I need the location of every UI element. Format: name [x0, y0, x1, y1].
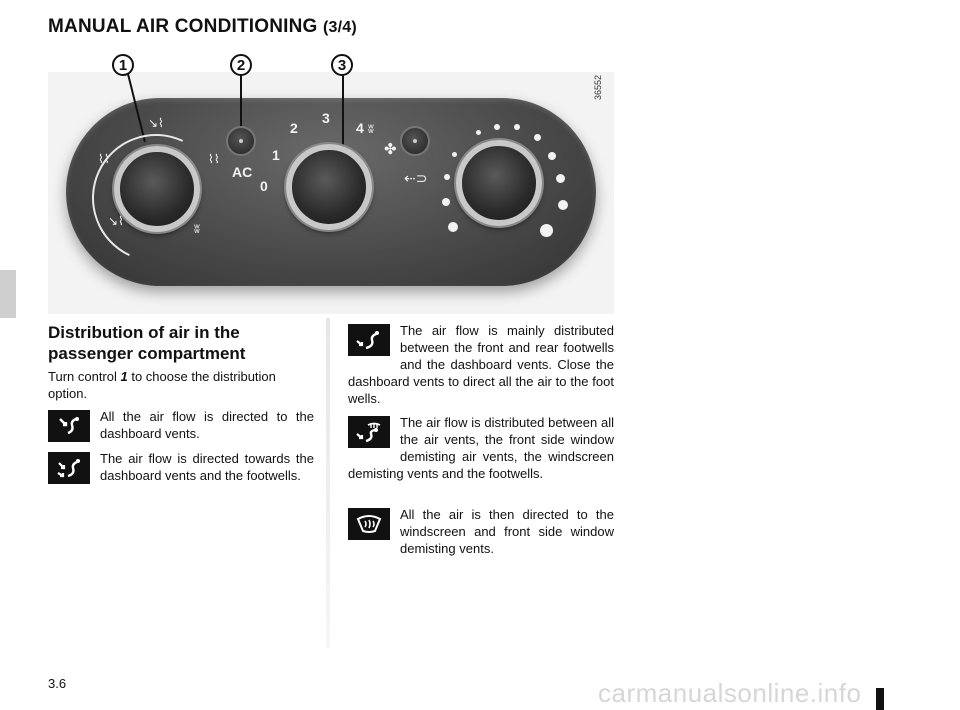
page-title-text: MANUAL AIR CONDITIONING: [48, 16, 318, 37]
demist-small-icon: ʬ: [368, 122, 374, 136]
distribution-entry-dashboard-footwells: [48, 450, 314, 486]
dashboard-footwells-icon: [48, 452, 90, 484]
distribution-entry-all-vents: [348, 414, 614, 482]
intro-control-number: 1: [120, 369, 128, 384]
section-intro: [48, 368, 314, 402]
distribution-entry-dashboard: [48, 408, 314, 444]
temp-dot: [476, 130, 481, 135]
fan-icon: ✤: [384, 141, 397, 158]
ac-button[interactable]: [226, 126, 256, 156]
chapter-tab: [0, 270, 16, 318]
temp-dot: [514, 124, 520, 130]
dashboard-footwells-small-icon: ⌇⌇: [98, 152, 110, 166]
callout-line-2: [240, 74, 242, 130]
speed-1-label: 1: [272, 147, 280, 163]
temp-dot: [558, 200, 568, 210]
entry-text: All the air is then directed to the windscreen and front side window demisting vents.: [400, 507, 614, 556]
fan-speed-knob[interactable]: [286, 144, 372, 230]
figure-code: 36552: [593, 74, 603, 100]
temperature-knob[interactable]: [456, 140, 542, 226]
recirculation-button[interactable]: [400, 126, 430, 156]
temp-dot: [452, 152, 457, 157]
ac-label: AC: [232, 164, 253, 180]
page-title: [48, 16, 357, 38]
temp-dot: [540, 224, 553, 237]
temp-dot: [444, 174, 450, 180]
entry-text: The air flow is mainly distributed between the front and rear footwells and the dashboard vents. Close the dashboard vents to direct all the air to the foot wells.: [348, 323, 614, 406]
speed-3-label: 3: [322, 110, 330, 126]
entry-text: The air flow is distributed between all the air vents, the front side window demisting air vents, the windscreen demisting vents and the footwells.: [348, 415, 614, 481]
intro-text: Turn control: [48, 369, 121, 384]
speed-2-label: 2: [290, 120, 298, 136]
callout-1: 1: [112, 54, 134, 76]
temp-dot: [556, 174, 565, 183]
front-rear-footwells-icon: [348, 324, 390, 356]
distribution-entry-footwells: [348, 322, 614, 407]
temp-dot: [442, 198, 450, 206]
temp-dot: [548, 152, 556, 160]
section-heading: Distribution of air in the passenger compartment: [48, 323, 246, 363]
page-number: 3.6: [48, 676, 67, 691]
recirculation-icon: ⇠⊃: [404, 170, 428, 186]
entry-text: All the air flow is directed to the dashboard vents.: [100, 409, 314, 441]
temp-dot: [534, 134, 541, 141]
dashboard-vents-small-icon: ↘⌇: [148, 116, 164, 130]
intro-text: to choose the distribution option.: [48, 369, 276, 401]
footer-mark: [876, 688, 884, 710]
speed-4-label: 4: [356, 120, 364, 136]
watermark: carmanualsonline.info: [598, 678, 862, 708]
windscreen-small-icon: ʬ: [194, 222, 200, 236]
column-divider: [326, 318, 330, 648]
callout-3: 3: [331, 54, 353, 76]
temp-dot: [494, 124, 500, 130]
all-vents-demist-icon: [348, 416, 390, 448]
control-panel-figure: [48, 44, 614, 314]
distribution-entry-windscreen: [348, 506, 614, 557]
temp-dot: [448, 222, 458, 232]
dashboard-vents-icon: [48, 410, 90, 442]
entry-text: The air flow is directed towards the dashboard vents and the footwells.: [100, 451, 314, 483]
front-rear-footwells-small-icon: ↘⌇: [108, 214, 124, 228]
callout-2: 2: [230, 54, 252, 76]
page-title-part: (3/4): [323, 19, 357, 36]
windscreen-demist-icon: [348, 508, 390, 540]
distribution-control-knob[interactable]: [114, 146, 200, 232]
all-vents-small-icon: ⌇⌇: [208, 152, 220, 166]
speed-0-label: 0: [260, 178, 268, 194]
